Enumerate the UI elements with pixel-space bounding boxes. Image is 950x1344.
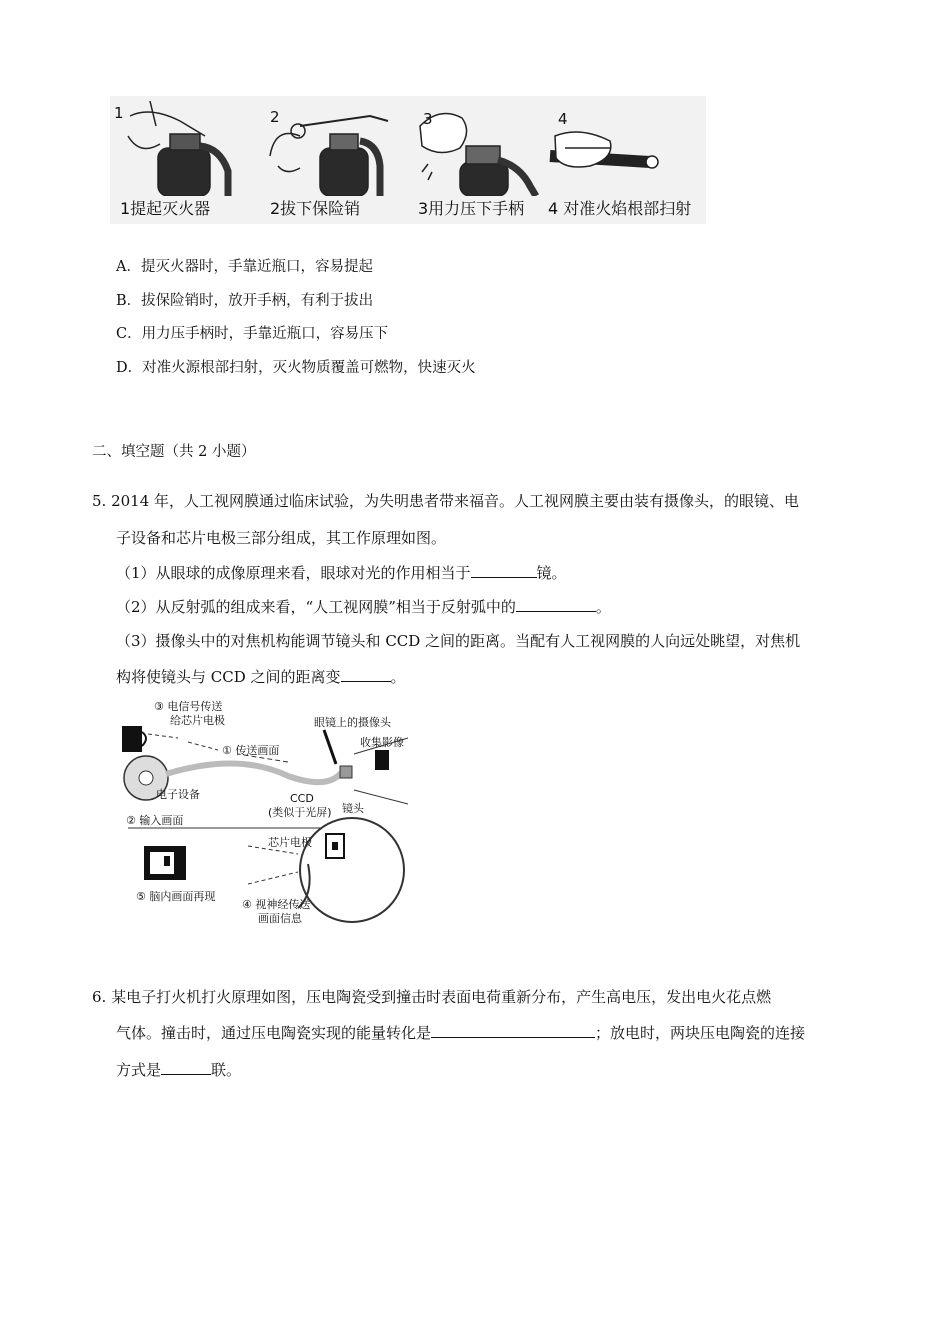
label-signal-2: 给芯片电极	[170, 714, 225, 727]
label-brain: ⑤ 脑内画面再现	[136, 890, 216, 903]
cup-icon-right	[375, 750, 389, 770]
label-optic-nerve-2: 画面信息	[258, 912, 302, 925]
q5-sub2-text: （2）从反射弧的组成来看，“人工视网膜”相当于反射弧中的	[116, 598, 516, 616]
extinguisher-step2-drawing	[270, 116, 388, 196]
label-input: ② 输入画面	[126, 814, 184, 827]
extinguisher-step3-drawing	[420, 114, 536, 197]
q5-sub3-line1: （3）摄像头中的对焦机构能调节镜头和 CCD 之间的距离。当配有人工视网膜的人向远处眺望，对焦机	[116, 632, 801, 650]
q6-blank-connection[interactable]	[161, 1060, 211, 1075]
q5-sub1	[116, 562, 567, 583]
cup-icon	[122, 726, 142, 752]
extinguisher-drawings	[110, 96, 706, 196]
q6-line3	[116, 1059, 241, 1080]
q5-line2: 子设备和芯片电极三部分组成，其工作原理如图。	[116, 529, 447, 547]
option-c: C．用力压手柄时，手靠近瓶口，容易压下	[116, 326, 389, 342]
retina-figure	[118, 694, 428, 934]
q5-sub3-blank[interactable]	[341, 667, 391, 682]
label-optic-nerve: ④ 视神经传送	[242, 898, 311, 911]
label-collect: 收集影像	[360, 736, 404, 749]
q5-sub3-suffix: 。	[390, 668, 406, 686]
q5-sub2	[116, 596, 611, 617]
step-number-2: 2	[270, 108, 280, 126]
caption-step3: 3用力压下手柄	[418, 199, 525, 218]
label-ccd: CCD	[290, 792, 314, 805]
section-title: 二、填空题（共 2 小题）	[92, 444, 256, 460]
q5-sub3-text: 构将使镜头与 CCD 之间的距离变	[116, 668, 341, 686]
q5-sub1-text: （1）从眼球的成像原理来看，眼球对光的作用相当于	[116, 564, 471, 582]
q5-sub1-suffix: 镜。	[536, 564, 567, 582]
caption-step1: 1提起灭火器	[120, 199, 211, 218]
caption-step4: 4 对准火焰根部扫射	[548, 199, 692, 218]
option-a: A．提灭火器时，手靠近瓶口，容易提起	[116, 259, 373, 275]
eye-drawing	[300, 818, 404, 922]
step-number-4: 4	[558, 110, 568, 128]
q5-sub1-blank[interactable]	[471, 563, 537, 578]
label-camera: 眼镜上的摄像头	[314, 716, 391, 729]
label-ccd-note: (类似于光屏)	[268, 806, 332, 819]
q6-line2-text: 气体。撞击时，通过压电陶瓷实现的能量转化是	[116, 1024, 432, 1042]
q5-sub2-suffix: 。	[595, 598, 611, 616]
q6-line2-suffix: ；放电时，两块压电陶瓷的连接	[595, 1024, 806, 1042]
q6-line2	[116, 1022, 805, 1043]
extinguisher-step4-drawing	[550, 132, 658, 168]
q6-line3-suffix: 联。	[211, 1061, 242, 1079]
label-signal: ③ 电信号传送	[154, 700, 223, 713]
caption-step2: 2拔下保险销	[270, 199, 361, 218]
label-chip: 芯片电极	[268, 836, 312, 849]
q5-sub2-blank[interactable]	[516, 597, 596, 612]
extinguisher-figure	[110, 96, 706, 224]
label-transfer: ① 传送画面	[222, 744, 280, 757]
camera-lens	[340, 766, 352, 778]
q5-sub3-line2	[116, 666, 406, 687]
q6-line1: 6. 某电子打火机打火原理如图，压电陶瓷受到撞击时表面电荷重新分布，产生高电压，发出电火花点燃	[92, 988, 772, 1006]
q6-line3-text: 方式是	[116, 1061, 162, 1079]
q5-line1: 5. 2014 年，人工视网膜通过临床试验，为失明患者带来福音。人工视网膜主要由装有摄像头，的眼镜、电	[92, 492, 800, 510]
q6-blank-energy[interactable]	[431, 1023, 595, 1038]
option-b: B．拔保险销时，放开手柄，有利于拔出	[116, 293, 374, 309]
step-number-3: 3	[423, 110, 433, 128]
extinguisher-step1-drawing	[128, 101, 228, 196]
step-number-1: 1	[114, 104, 124, 122]
option-d: D．对准火源根部扫射，灭火物质覆盖可燃物，快速灭火	[116, 360, 476, 376]
label-device: 电子设备	[156, 788, 200, 801]
label-lens: 镜头	[342, 802, 364, 815]
